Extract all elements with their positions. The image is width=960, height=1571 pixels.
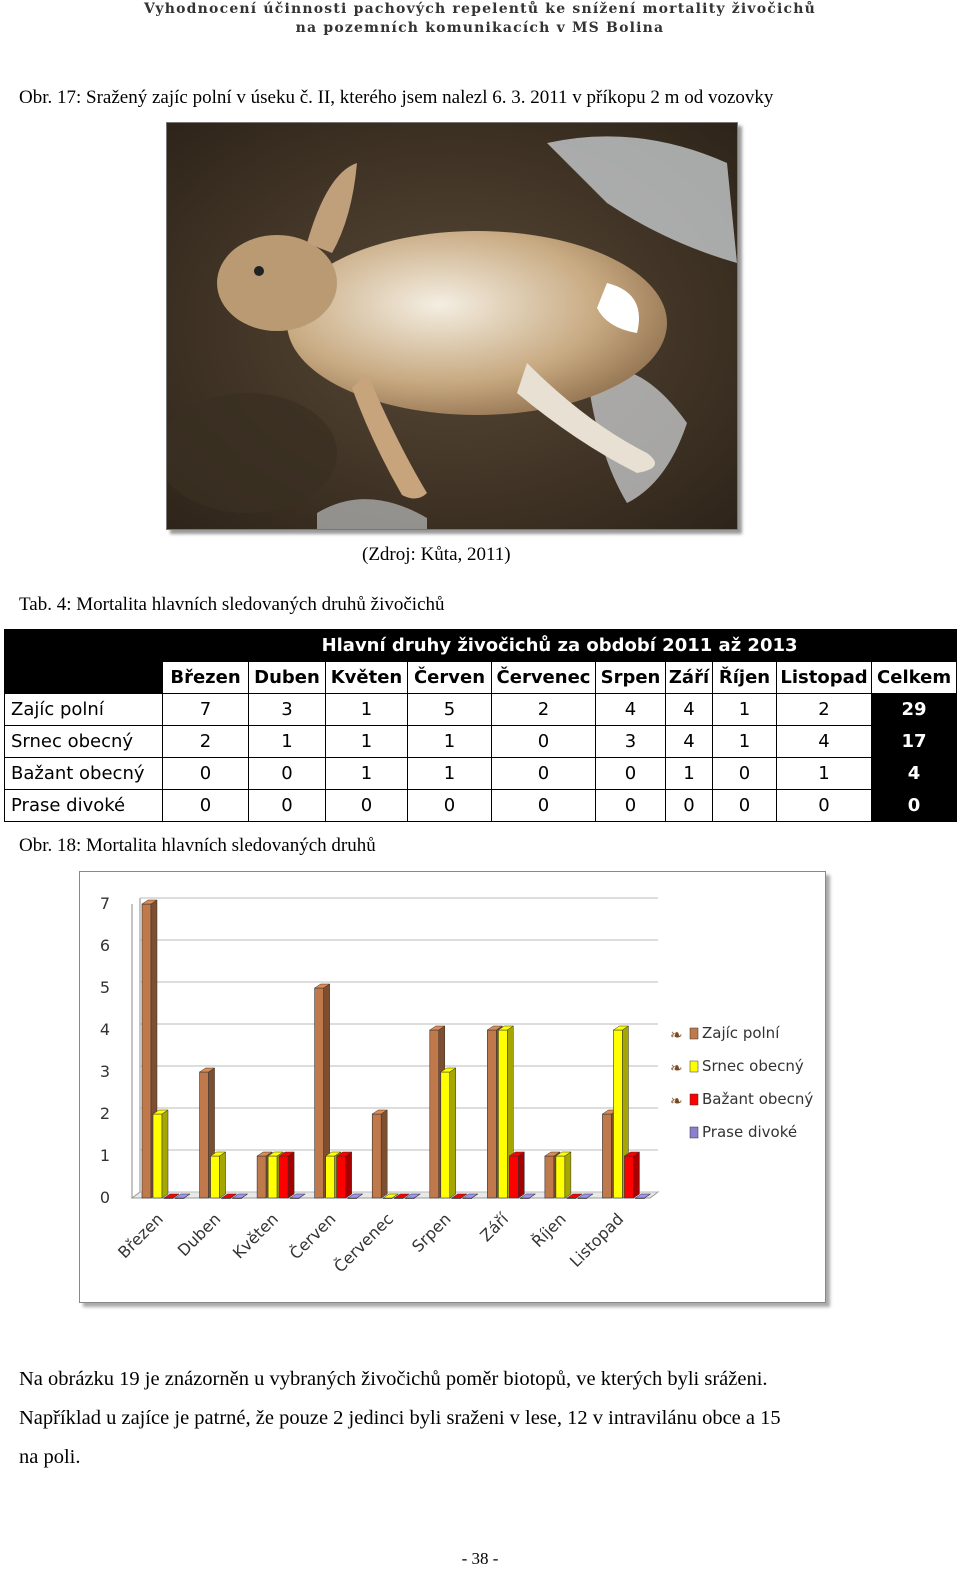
- x-tick-label: Červenec: [330, 1209, 398, 1277]
- table-column-header: Září: [666, 662, 713, 694]
- value-cell: 7: [163, 694, 249, 726]
- bar: [556, 1152, 571, 1198]
- bar-face: [200, 1072, 209, 1198]
- table-column-header: Březen: [163, 662, 249, 694]
- value-cell: 0: [249, 758, 326, 790]
- y-tick-label: 5: [99, 978, 110, 997]
- value-cell: 4: [596, 694, 666, 726]
- table-row: [5, 694, 957, 726]
- value-cell: 0: [713, 758, 777, 790]
- y-tick-label: 1: [99, 1146, 110, 1165]
- legend-label: Prase divoké: [702, 1123, 798, 1141]
- legend-swatch: [690, 1028, 698, 1039]
- bar-side: [220, 1152, 226, 1198]
- body-paragraph: [19, 1360, 885, 1477]
- bar-face: [430, 1030, 439, 1198]
- bar: [279, 1152, 294, 1198]
- table-column-header: Květen: [326, 662, 408, 694]
- bar-side: [565, 1152, 571, 1198]
- value-cell: 1: [777, 758, 872, 790]
- bar-side: [518, 1152, 524, 1198]
- species-name-cell: Zajíc polní: [5, 694, 163, 726]
- y-tick-label: 3: [99, 1062, 110, 1081]
- bar-side: [346, 1152, 352, 1198]
- value-cell: 4: [777, 726, 872, 758]
- bar: [441, 1068, 456, 1198]
- y-tick-label: 6: [99, 936, 110, 955]
- value-cell: 3: [596, 726, 666, 758]
- value-cell: 1: [408, 758, 492, 790]
- paragraph-line-2: Například u zajíce je patrné, že pouze 2 jedinci byli sraženi v lese, 12 v intravilánu obce a 15: [19, 1407, 781, 1429]
- x-tick-label: Červen: [285, 1209, 340, 1264]
- value-cell: 5: [408, 694, 492, 726]
- animal-icon: ❧: [670, 1026, 683, 1044]
- value-cell: 1: [249, 726, 326, 758]
- value-cell: 0: [249, 790, 326, 822]
- hare-photo-illustration: [167, 123, 737, 529]
- y-tick-label: 2: [99, 1104, 110, 1123]
- bar-face: [315, 988, 324, 1198]
- table-row: [5, 790, 957, 822]
- animal-icon: ❧: [670, 1059, 683, 1077]
- value-cell: 0: [408, 790, 492, 822]
- value-cell: 0: [666, 790, 713, 822]
- y-tick-label: 7: [99, 894, 110, 913]
- figure-17-caption: Obr. 17: Sražený zajíc polní v úseku č. II, kterého jsem nalezl 6. 3. 2011 v příkopu 2 m od vozovky: [19, 87, 774, 108]
- table-column-header: Duben: [249, 662, 326, 694]
- total-cell: 17: [872, 726, 957, 758]
- table-column-header-row: [5, 662, 957, 694]
- bar-side: [162, 1110, 168, 1198]
- bar: [372, 1110, 387, 1198]
- species-name-cell: Bažant obecný: [5, 758, 163, 790]
- value-cell: 2: [777, 694, 872, 726]
- legend-swatch: [690, 1127, 698, 1138]
- legend-label: Zajíc polní: [702, 1024, 780, 1042]
- value-cell: 0: [492, 758, 596, 790]
- value-cell: 1: [408, 726, 492, 758]
- table-column-header: Červen: [408, 662, 492, 694]
- table-row: [5, 758, 957, 790]
- bar-face: [624, 1156, 633, 1198]
- page-number: - 38 -: [461, 1549, 499, 1568]
- value-cell: 3: [249, 694, 326, 726]
- bar-face: [498, 1030, 507, 1198]
- value-cell: 0: [596, 790, 666, 822]
- header-line-2: na pozemních komunikacích v MS Bolina: [295, 20, 665, 36]
- table-4-caption: Tab. 4: Mortalita hlavních sledovaných druhů živočichů: [19, 594, 445, 615]
- x-tick-label: Květen: [228, 1209, 282, 1263]
- figure-17-source: (Zdroj: Kůta, 2011): [362, 544, 511, 565]
- paragraph-line-3: na poli.: [19, 1446, 81, 1468]
- table-row: [5, 726, 957, 758]
- value-cell: 0: [492, 726, 596, 758]
- value-cell: 2: [492, 694, 596, 726]
- bar-face: [509, 1156, 518, 1198]
- bar-side: [633, 1152, 639, 1198]
- figure-18-caption: Obr. 18: Mortalita hlavních sledovaných druhů: [19, 835, 376, 856]
- bar-face: [153, 1114, 162, 1198]
- bar-face: [211, 1156, 220, 1198]
- bar-side: [450, 1068, 456, 1198]
- x-tick-label: Září: [476, 1209, 513, 1246]
- x-tick-label: Říjen: [527, 1209, 570, 1252]
- table-column-header: Listopad: [777, 662, 872, 694]
- header-line-1: Vyhodnocení účinnosti pachových repelentů ke snížení mortality živočichů: [143, 1, 817, 17]
- table-corner-2: [5, 662, 163, 694]
- bar: [337, 1152, 352, 1198]
- bar: [153, 1110, 168, 1198]
- animal-icon: ❧: [670, 1092, 683, 1110]
- bar: [624, 1152, 639, 1198]
- value-cell: 1: [713, 726, 777, 758]
- bar-face: [613, 1030, 622, 1198]
- paragraph-line-1: Na obrázku 19 je znázorněn u vybraných živočichů poměr biotopů, ve kterých byli sráženi.: [19, 1368, 768, 1390]
- bar-face: [257, 1156, 266, 1198]
- table-column-header: Říjen: [713, 662, 777, 694]
- y-tick-label: 4: [99, 1020, 110, 1039]
- bar-face: [441, 1072, 450, 1198]
- x-tick-label: Duben: [173, 1209, 225, 1261]
- mortality-chart-svg: [80, 872, 825, 1302]
- bar-side: [381, 1110, 387, 1198]
- value-cell: 0: [163, 758, 249, 790]
- hare-photo: [166, 122, 738, 530]
- value-cell: 1: [326, 694, 408, 726]
- mortality-table: [4, 629, 957, 822]
- x-tick-label: Listopad: [565, 1209, 628, 1271]
- y-tick-label: 0: [99, 1188, 110, 1207]
- bar-face: [372, 1114, 381, 1198]
- species-name-cell: Prase divoké: [5, 790, 163, 822]
- value-cell: 0: [163, 790, 249, 822]
- bar-face: [268, 1156, 277, 1198]
- table-group-header: Hlavní druhy živočichů za období 2011 až 2013: [163, 630, 957, 662]
- bar-face: [326, 1156, 335, 1198]
- value-cell: 0: [492, 790, 596, 822]
- value-cell: 4: [666, 694, 713, 726]
- table-column-header: Srpen: [596, 662, 666, 694]
- value-cell: 0: [326, 790, 408, 822]
- legend-swatch: [690, 1094, 698, 1105]
- value-cell: 0: [713, 790, 777, 822]
- species-name-cell: Srnec obecný: [5, 726, 163, 758]
- x-tick-label: Srpen: [408, 1209, 455, 1256]
- bar-face: [556, 1156, 565, 1198]
- running-header: [0, 0, 960, 38]
- bar-side: [288, 1152, 294, 1198]
- legend-swatch: [690, 1061, 698, 1072]
- total-cell: 29: [872, 694, 957, 726]
- value-cell: 1: [666, 758, 713, 790]
- value-cell: 1: [713, 694, 777, 726]
- legend-label: Bažant obecný: [702, 1090, 814, 1108]
- total-cell: 4: [872, 758, 957, 790]
- bar-face: [487, 1030, 496, 1198]
- mortality-chart: [79, 871, 826, 1303]
- bar: [509, 1152, 524, 1198]
- bar-face: [142, 904, 151, 1198]
- value-cell: 4: [666, 726, 713, 758]
- value-cell: 0: [777, 790, 872, 822]
- bar-face: [337, 1156, 346, 1198]
- value-cell: 1: [326, 726, 408, 758]
- value-cell: 1: [326, 758, 408, 790]
- x-tick-label: Březen: [114, 1209, 167, 1263]
- legend-label: Srnec obecný: [702, 1057, 804, 1075]
- total-cell: 0: [872, 790, 957, 822]
- bar-face: [602, 1114, 611, 1198]
- bar-face: [279, 1156, 288, 1198]
- value-cell: 2: [163, 726, 249, 758]
- table-corner: [5, 630, 163, 662]
- value-cell: 0: [596, 758, 666, 790]
- table-column-header: Červenec: [492, 662, 596, 694]
- table-column-header: Celkem: [872, 662, 957, 694]
- bar: [211, 1152, 226, 1198]
- table-group-header-row: [5, 630, 957, 662]
- bar-face: [545, 1156, 554, 1198]
